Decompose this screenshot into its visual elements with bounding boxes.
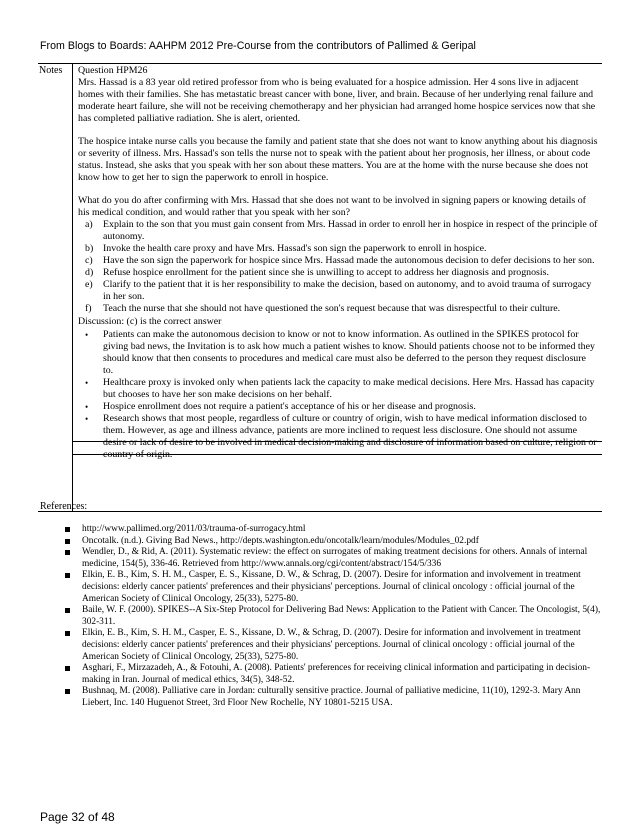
option-text: Teach the nurse that she should not have questioned the son's request because that was disrespectful to their culture. <box>103 303 561 314</box>
bullet-icon: • <box>85 378 89 388</box>
reference-item <box>82 547 602 570</box>
question-content <box>78 65 598 461</box>
question-paragraph: What do you do after confirming with Mrs. Hassad that she does not want to be involved in signing papers or knowing details of his medical condition, and would rather that you speak with her son? <box>78 195 586 218</box>
answer-option <box>78 279 598 303</box>
option-letter: e) <box>85 279 93 290</box>
references-list <box>82 524 602 710</box>
column-divider <box>72 64 73 511</box>
bullet-text: Research shows that most people, regardless of culture or country of origin, wish to have medical information disclosed to them. However, as age and illness advance, patients are more inclined to request less disclosure. One should not assume desire or lack of desire to be involved in medical decision-making and disclosure of information based on culture, religion or country of origin. <box>103 413 597 460</box>
reference-item <box>82 686 602 709</box>
bullet-text: Patients can make the autonomous decision to know or not to know information. As outlined in the SPIKES protocol for giving bad news, the Invitation is to ask how much a patient wishes to know. Should patients choose not to be informed they should know that then consents to procedures and medical care must also be deferred to the person they request disclosure to. <box>103 329 595 376</box>
square-bullet-icon <box>65 573 70 578</box>
discussion-heading: Discussion: (c) is the correct answer <box>78 316 222 327</box>
discussion-bullet <box>78 401 598 413</box>
option-text: Refuse hospice enrollment for the patient since she is unwilling to accept to address her diagnosis and prognosis. <box>103 267 549 278</box>
page-number: Page 32 of 48 <box>40 810 115 824</box>
discussion-bullet <box>78 329 598 377</box>
option-letter: f) <box>85 303 92 314</box>
discussion-bullet <box>78 413 598 461</box>
bullet-icon: • <box>85 414 89 424</box>
option-letter: a) <box>85 219 93 230</box>
reference-text: Elkin, E. B., Kim, S. H. M., Casper, E. S., Kissane, D. W., & Schrag, D. (2007). Desire for information and involvement in treatment decisions: elderly cancer patients' preferences and their physicians' perceptions. Journal of clinical oncology : official journal of the American Society of Clinical Oncology, 25(33), 5275-80. <box>82 628 581 662</box>
bullet-text: Healthcare proxy is invoked only when patients lack the capacity to make medical decisions. Here Mrs. Hassad has capacity but chooses to have her son make decisions on her behalf. <box>103 377 595 400</box>
references-label: References: <box>40 501 88 512</box>
reference-item <box>82 570 602 605</box>
square-bullet-icon <box>65 527 70 532</box>
square-bullet-icon <box>65 689 70 694</box>
question-paragraph: The hospice intake nurse calls you because the family and patient state that she does not want to know anything about his diagnosis or severity of illness. Mrs. Hassad's son tells the nurse not to speak with the patient about her prognosis, her illness, or about code status. Instead, she asks that you speak with her son about these matters. You are at the home with the nurse because she does not know how to get her to sign the paperwork to enroll in hospice. <box>78 136 598 183</box>
bullet-icon: • <box>85 330 89 340</box>
notes-label: Notes <box>39 65 63 76</box>
answer-option <box>78 243 598 255</box>
square-bullet-icon <box>65 550 70 555</box>
reference-text: Baile, W. F. (2000). SPIKES--A Six-Step Protocol for Delivering Bad News: Application to the Patient with Cancer. The Oncologist, 5(4), 302-311. <box>82 605 601 627</box>
reference-item <box>82 605 602 628</box>
reference-item <box>82 663 602 686</box>
answer-option <box>78 267 598 279</box>
option-text: Have the son sign the paperwork for hospice since Mrs. Hassad made the autonomous decision to defer decisions to her son. <box>103 255 595 266</box>
notes-table <box>38 63 602 512</box>
answer-option <box>78 255 598 267</box>
reference-item <box>82 536 602 548</box>
reference-item <box>82 524 602 536</box>
reference-text[interactable]: http://www.pallimed.org/2011/03/trauma-of-surrogacy.html <box>82 524 306 534</box>
square-bullet-icon <box>65 539 70 544</box>
bullet-icon: • <box>85 402 89 412</box>
bullet-text: Hospice enrollment does not require a patient's acceptance of his or her disease and prognosis. <box>103 401 476 412</box>
option-letter: c) <box>85 255 93 266</box>
discussion-bullets <box>78 329 598 461</box>
reference-text: Asghari, F., Mirzazadeh, A., & Fotouhi, A. (2008). Patients' preferences for receiving clinical information and participating in decision-making in Iran. Journal of medical ethics, 34(5), 348-52. <box>82 663 591 685</box>
reference-item <box>82 628 602 663</box>
option-text: Clarify to the patient that it is her responsibility to make the decision, based on autonomy, and to avoid trauma of surrogacy in her son. <box>103 279 592 302</box>
answer-option <box>78 219 598 243</box>
reference-text[interactable]: Oncotalk. (n.d.). Giving Bad News., http://depts.washington.edu/oncotalk/learn/modules/Modules_02.pdf <box>82 535 479 546</box>
square-bullet-icon <box>65 666 70 671</box>
option-letter: d) <box>85 267 94 278</box>
option-text: Invoke the health care proxy and have Mrs. Hassad's son sign the paperwork to enroll in hospice. <box>103 243 487 254</box>
answer-option <box>78 303 598 315</box>
option-letter: b) <box>85 243 94 254</box>
answer-options <box>78 219 598 315</box>
discussion-bullet <box>78 377 598 401</box>
reference-text[interactable]: Wendler, D., & Rid, A. (2011). Systematic review: the effect on surrogates of making treatment decisions for others. Annals of internal medicine, 154(5), 336-46. Retrieved from http://www.annals.org/cgi/content/abstract/154/5/336 <box>82 547 588 569</box>
square-bullet-icon <box>65 631 70 636</box>
question-id: Question HPM26 <box>78 65 148 76</box>
square-bullet-icon <box>65 608 70 613</box>
option-text: Explain to the son that you must gain consent from Mrs. Hassad in order to enroll her in hospice in respect of the principle of autonomy. <box>103 219 598 242</box>
question-paragraph: Mrs. Hassad is a 83 year old retired professor from who is being evaluated for a hospice admission. Her 4 sons live in adjacent homes with their families. She has metastatic breast cancer with bone, liver, and brain. Because of her underlying renal failure and moderate heart failure, she will not be receiving chemotherapy and her physician had arranged home hospice services now that she has completed palliative radiation. She is alert, oriented. <box>78 77 596 124</box>
page-header: From Blogs to Boards: AAHPM 2012 Pre-Course from the contributors of Pallimed & Geripal <box>40 40 476 52</box>
reference-text: Bushnaq, M. (2008). Palliative care in Jordan: culturally sensitive practice. Journal of palliative medicine, 11(10), 1292-3. Mary Ann Liebert, Inc. 140 Huguenot Street, 3rd Floor New Rochelle, NY 10801-5215 USA. <box>82 686 581 708</box>
reference-text: Elkin, E. B., Kim, S. H. M., Casper, E. S., Kissane, D. W., & Schrag, D. (2007). Desire for information and involvement in treatment decisions: elderly cancer patients' preferences and their physicians' perceptions. Journal of clinical oncology : official journal of the American Society of Clinical Oncology, 25(33), 5275-80. <box>82 570 581 604</box>
